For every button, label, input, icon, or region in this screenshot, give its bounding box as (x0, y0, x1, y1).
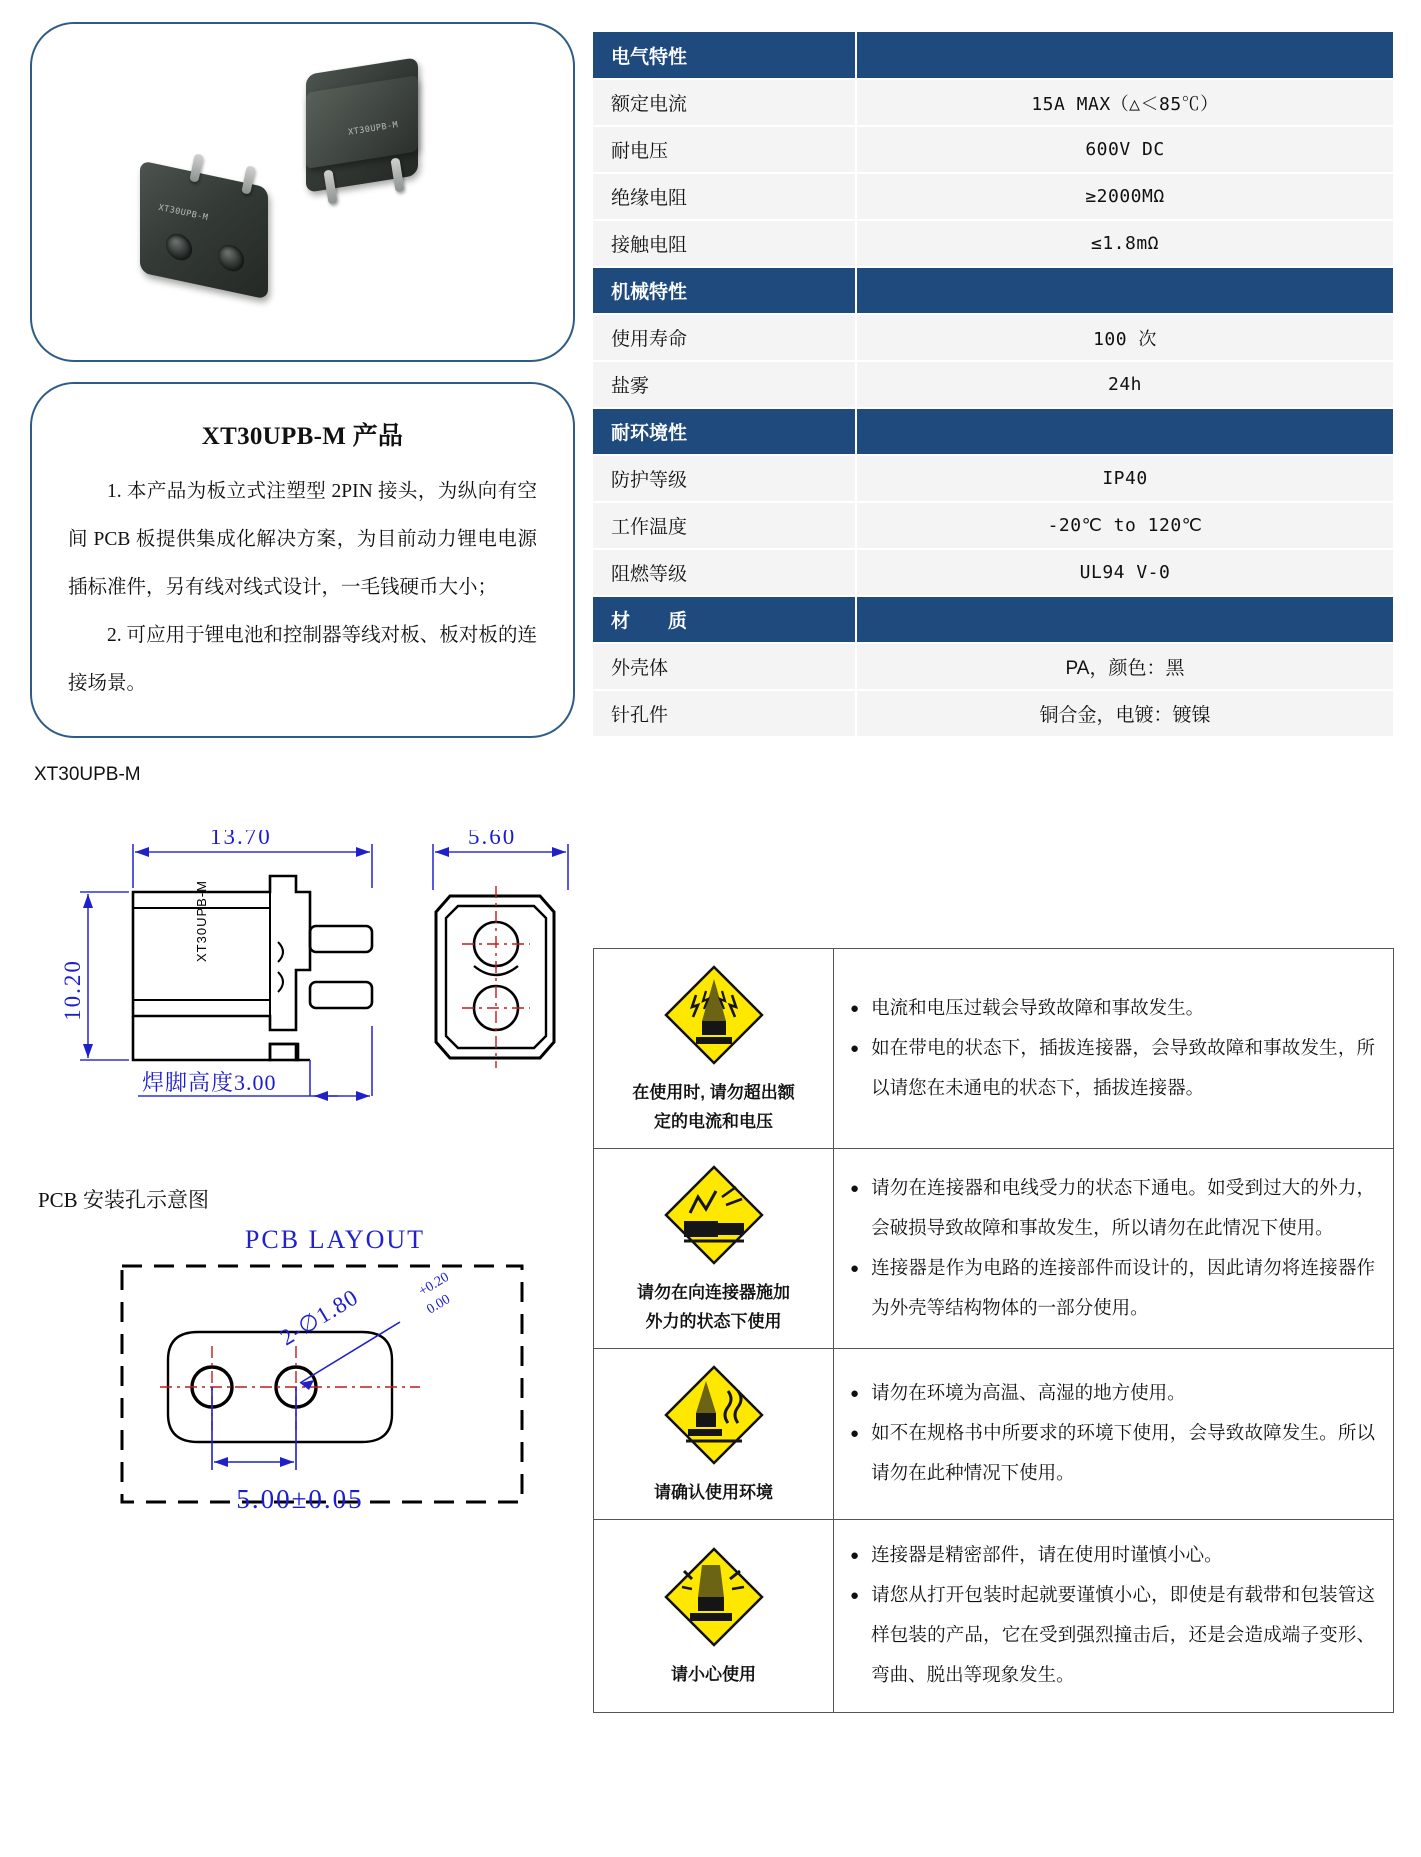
warning-bullet (850, 1169, 1375, 1249)
spec-row-value: -20℃ to 120℃ (856, 502, 1393, 549)
dimension-solder-leg-label: 焊脚高度3.00 (142, 1070, 277, 1095)
spec-row-key: 针孔件 (593, 690, 856, 737)
warning-row (594, 1349, 1394, 1520)
spec-row-key: 防护等级 (593, 455, 856, 502)
left-column (30, 22, 575, 786)
spec-row-value: 24h (856, 361, 1393, 408)
spec-section-header (593, 408, 1393, 455)
warning-bullet (850, 1249, 1375, 1329)
warning-row (594, 949, 1394, 1149)
warning-bullet (850, 1029, 1375, 1109)
spec-section-header (593, 32, 1393, 79)
specification-table (593, 32, 1393, 738)
product-photo-card (30, 22, 575, 362)
warning-icon-cell (594, 1349, 834, 1520)
warning-bullet (850, 1414, 1375, 1494)
warning-row (594, 1149, 1394, 1349)
pcb-hole-callout: 2-∅1.80 (275, 1284, 363, 1351)
spec-row (593, 643, 1393, 690)
warning-text-cell (834, 1149, 1394, 1349)
drawing-body-text: XT30UPB-M (194, 880, 209, 962)
handle-with-care-warning-icon (662, 1545, 766, 1649)
warning-bullet-text: 电流和电压过载会导致故障和事故发生。 (871, 998, 1205, 1019)
pcb-layout-caption: PCB 安装孔示意图 (38, 1188, 209, 1212)
spec-row (593, 690, 1393, 737)
spec-section-title: 机械特性 (593, 267, 856, 314)
warning-bullet (850, 989, 1375, 1029)
spec-section-header (593, 596, 1393, 643)
no-external-force-warning-icon (662, 1163, 766, 1267)
spec-row-key: 接触电阻 (593, 220, 856, 267)
specification-table-wrapper (593, 32, 1393, 738)
spec-row-value: 600V DC (856, 126, 1393, 173)
warning-caption: 请勿在向连接器施加 外力的状态下使用 (637, 1283, 790, 1331)
environment-warning-icon (662, 1363, 766, 1467)
spec-row-key: 耐电压 (593, 126, 856, 173)
bullet-dot-icon: ● (850, 1260, 860, 1277)
warning-bullet-text: 连接器是精密部件，请在使用时谨慎小心。 (871, 1546, 1223, 1566)
spec-section-header-blank (856, 267, 1393, 314)
warning-bullet-text: 如不在规格书中所要求的环境下使用，会导致故障发生。所以请勿在此种情况下使用。 (871, 1424, 1375, 1484)
pcb-layout-drawing (100, 1218, 570, 1538)
spec-row (593, 549, 1393, 596)
spec-row-key: 使用寿命 (593, 314, 856, 361)
bullet-dot-icon: ● (850, 1180, 860, 1197)
bullet-dot-icon: ● (850, 1588, 860, 1604)
product-description-card (30, 382, 575, 738)
connector-photo-front (140, 164, 300, 314)
spec-section-title: 耐环境性 (593, 408, 856, 455)
spec-row-key: 绝缘电阻 (593, 173, 856, 220)
warning-icon-cell (594, 1149, 834, 1349)
warning-text-cell (834, 1520, 1394, 1713)
spec-row-value: 铜合金，电镀：镀镍 (856, 690, 1393, 737)
spec-row-value: UL94 V-0 (856, 549, 1393, 596)
product-description-item: 1. 本产品为板立式注塑型 2PIN 接头，为纵向有空间 PCB 板提供集成化解决方案，为目前动力锂电电源插标准件，另有线对线式设计，一毛钱硬币大小； (68, 481, 537, 598)
spec-row (593, 220, 1393, 267)
warnings-table (593, 948, 1394, 1713)
warning-bullet-text: 请您从打开包装时起就要谨慎小心，即使是有载带和包装管这样包装的产品，它在受到强烈撞击后，还是会造成端子变形、弯曲、脱出等现象发生。 (871, 1586, 1375, 1686)
pcb-hole-tolerance-upper: +0.20 (416, 1269, 452, 1300)
warning-bullet (850, 1374, 1375, 1414)
spec-row (593, 361, 1393, 408)
spec-section-header (593, 267, 1393, 314)
electric-overload-warning-icon (662, 963, 766, 1067)
warning-row (594, 1520, 1394, 1713)
dimension-drawing (38, 830, 578, 1150)
bullet-dot-icon: ● (850, 1386, 860, 1402)
spec-row-key: 工作温度 (593, 502, 856, 549)
warning-bullet-text: 连接器是作为电路的连接部件而设计的，因此请勿将连接器作为外壳等结构物体的一部分使用。 (871, 1258, 1375, 1319)
spec-row (593, 455, 1393, 502)
warning-bullet (850, 1536, 1375, 1576)
product-description-title: XT30UPB-M 产品 (201, 423, 404, 450)
spec-row-value: ≥2000MΩ (856, 173, 1393, 220)
spec-row (593, 502, 1393, 549)
connector-photo-rear (300, 66, 432, 216)
bullet-dot-icon: ● (850, 1548, 860, 1564)
spec-section-title: 材 质 (593, 596, 856, 643)
warning-text-cell (834, 949, 1394, 1149)
warning-caption: 在使用时, 请勿超出额 定的电流和电压 (632, 1083, 795, 1131)
connector-photo-front-text: XT30UPB-M (157, 202, 210, 224)
spec-row-value: 15A MAX（△＜85℃） (856, 79, 1393, 126)
pcb-hole-tolerance-lower: 0.00 (424, 1291, 454, 1318)
bullet-dot-icon: ● (850, 1000, 860, 1017)
spec-row-value: ≤1.8mΩ (856, 220, 1393, 267)
pcb-layout-title: PCB LAYOUT (244, 1225, 426, 1254)
bullet-dot-icon: ● (850, 1426, 860, 1442)
dimension-depth-label: 5.60 (468, 830, 517, 849)
spec-section-header-blank (856, 408, 1393, 455)
spec-row-value: 100 次 (856, 314, 1393, 361)
warning-icon-cell (594, 949, 834, 1149)
spec-row (593, 314, 1393, 361)
spec-section-title: 电气特性 (593, 32, 856, 79)
warning-bullet-text: 请勿在连接器和电线受力的状态下通电。如受到过大的外力，会破损导致故障和事故发生，所以请勿在此情况下使用。 (871, 1178, 1375, 1239)
warning-icon-cell (594, 1520, 834, 1713)
spec-row-key: 额定电流 (593, 79, 856, 126)
dimension-height-label: 10.20 (60, 959, 85, 1021)
pcb-pitch-label: 5.00±0.05 (236, 1484, 364, 1514)
product-description-item: 2. 可应用于锂电池和控制器等线对板、板对板的连接场景。 (68, 625, 537, 694)
spec-row-key: 阻燃等级 (593, 549, 856, 596)
spec-row (593, 79, 1393, 126)
dimension-drawing-caption: XT30UPB-M (34, 764, 141, 785)
bullet-dot-icon: ● (850, 1040, 860, 1057)
spec-row-value: PA，颜色：黑 (856, 643, 1393, 690)
spec-row-key: 盐雾 (593, 361, 856, 408)
spec-row-value: IP40 (856, 455, 1393, 502)
warnings-table-wrapper (593, 948, 1393, 1713)
warning-text-cell (834, 1349, 1394, 1520)
warning-bullet (850, 1576, 1375, 1696)
warning-bullet-text: 如在带电的状态下，插拔连接器，会导致故障和事故发生，所以请您在未通电的状态下，插拔连接器。 (871, 1038, 1375, 1099)
warning-caption: 请小心使用 (671, 1665, 756, 1684)
spec-row (593, 173, 1393, 220)
dimension-width-label: 13.70 (210, 830, 272, 849)
warning-bullet-text: 请勿在环境为高温、高湿的地方使用。 (871, 1384, 1186, 1404)
warning-caption: 请确认使用环境 (654, 1483, 773, 1502)
spec-section-header-blank (856, 596, 1393, 643)
spec-row (593, 126, 1393, 173)
spec-row-key: 外壳体 (593, 643, 856, 690)
spec-section-header-blank (856, 32, 1393, 79)
connector-photo-rear-text: XT30UPB-M (347, 120, 400, 138)
